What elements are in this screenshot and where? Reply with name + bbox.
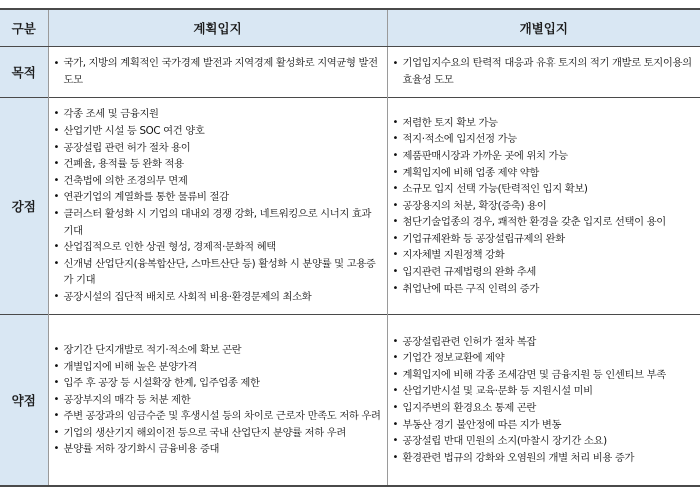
list-item: • 취업난에 따른 구직 인력의 증가 — [392, 281, 698, 298]
list-weakness-planned — [53, 342, 384, 458]
list-item: • 적지·적소에 입지선정 가능 — [392, 131, 698, 148]
header-individual-location: 개별입지 — [387, 9, 700, 47]
list-item: • 산업기반 시설 등 SOC 여건 양호 — [53, 123, 384, 140]
list-item: • 각종 조세 및 금융지원 — [53, 106, 384, 123]
list-item: • 입지관련 규제법령의 완화 추세 — [392, 264, 698, 281]
list-item: • 기업간 정보교환에 제약 — [392, 350, 698, 367]
list-item: • 공장부지의 매각 등 처분 제한 — [53, 392, 384, 409]
list-item: • 산업기반시설 및 교육·문화 등 지원시설 미비 — [392, 383, 698, 400]
list-item: • 기업규제완화 등 공장설립규제의 완화 — [392, 231, 698, 248]
list-item: • 공장용지의 처분, 확장(증축) 용이 — [392, 198, 698, 215]
list-item: • 건축법에 의한 조경의무 면제 — [53, 173, 384, 190]
list-item: • 입주 후 공장 등 시설확장 한계, 입주업종 제한 — [53, 375, 384, 392]
list-item: • 기업입지수요의 탄력적 대응과 유휴 토지의 적기 개발로 토지이용의 효율성 도모 — [392, 55, 698, 89]
list-item: • 산업집적으로 인한 상권 형성, 경제적·문화적 혜택 — [53, 239, 384, 256]
list-item: • 연관기업의 계열화를 통한 물류비 절감 — [53, 189, 384, 206]
cell-weakness-individual — [387, 315, 700, 487]
list-item: • 주변 공장과의 임금수준 및 후생시설 등의 차이로 근로자 만족도 저하 우려 — [53, 408, 384, 425]
list-item: • 소규모 입지 선택 가능(탄력적인 입지 확보) — [392, 181, 698, 198]
list-item: • 개별입지에 비해 높은 분양가격 — [53, 359, 384, 376]
row-label-strength: 강점 — [0, 98, 48, 315]
list-item: • 지자체별 지원정책 강화 — [392, 247, 698, 264]
list-item: • 건폐율, 용적률 등 완화 적용 — [53, 156, 384, 173]
list-item: • 입지주변의 환경요소 통제 곤란 — [392, 400, 698, 417]
list-item: • 기업의 생산기지 해외이전 등으로 국내 산업단지 분양률 저하 우려 — [53, 425, 384, 442]
list-item: • 계획입지에 비해 각종 조세감면 및 금융지원 등 인센티브 부족 — [392, 367, 698, 384]
cell-strength-individual — [387, 98, 700, 315]
cell-purpose-planned — [48, 47, 387, 98]
row-strength — [0, 98, 700, 315]
list-weakness-individual — [392, 334, 698, 467]
row-weakness — [0, 315, 700, 487]
list-item: • 공장설립 관련 허가 절차 용이 — [53, 140, 384, 157]
list-item: • 클러스터 활성화 시 기업의 대내외 경쟁 강화, 네트워킹으로 시너지 효과 기대 — [53, 206, 384, 239]
row-label-purpose: 목적 — [0, 47, 48, 98]
list-item: • 공장설립 반대 민원의 소지(마찰시 장기간 소요) — [392, 433, 698, 450]
list-item: • 분양률 저하 장기화시 금융비용 증대 — [53, 441, 384, 458]
list-item: • 제품판매시장과 가까운 곳에 위치 가능 — [392, 148, 698, 165]
location-comparison-table — [0, 8, 700, 487]
cell-strength-planned — [48, 98, 387, 315]
list-strength-individual — [392, 115, 698, 298]
list-strength-planned — [53, 106, 384, 305]
list-purpose-individual — [392, 55, 698, 89]
cell-purpose-individual — [387, 47, 700, 98]
list-item: • 저렴한 토지 확보 가능 — [392, 115, 698, 132]
row-label-weakness: 약점 — [0, 315, 48, 487]
header-category: 구분 — [0, 9, 48, 47]
header-planned-location: 계획입지 — [48, 9, 387, 47]
cell-weakness-planned — [48, 315, 387, 487]
list-item: • 공장시설의 집단적 배치로 사회적 비용·환경문제의 최소화 — [53, 289, 384, 306]
list-item: • 환경관련 법규의 강화와 오염원의 개별 처리 비용 증가 — [392, 450, 698, 467]
row-purpose — [0, 47, 700, 98]
list-item: • 부동산 경기 불안정에 따른 지가 변동 — [392, 417, 698, 434]
header-row — [0, 9, 700, 47]
list-item: • 신개념 산업단지(융복합산단, 스마트산단 등) 활성화 시 분양률 및 고용증가 기대 — [53, 256, 384, 289]
list-purpose-planned — [53, 55, 384, 89]
list-item: • 첨단기술업종의 경우, 쾌적한 환경을 갖춘 입지로 선택이 용이 — [392, 214, 698, 231]
list-item: • 계획입지에 비해 업종 제약 약함 — [392, 165, 698, 182]
list-item: • 장기간 단지개발로 적기·적소에 확보 곤란 — [53, 342, 384, 359]
list-item: • 국가, 지방의 계획적인 국가경제 발전과 지역경제 활성화로 지역균형 발전 도모 — [53, 55, 384, 89]
list-item: • 공장설립관련 인허가 절차 복잡 — [392, 334, 698, 351]
